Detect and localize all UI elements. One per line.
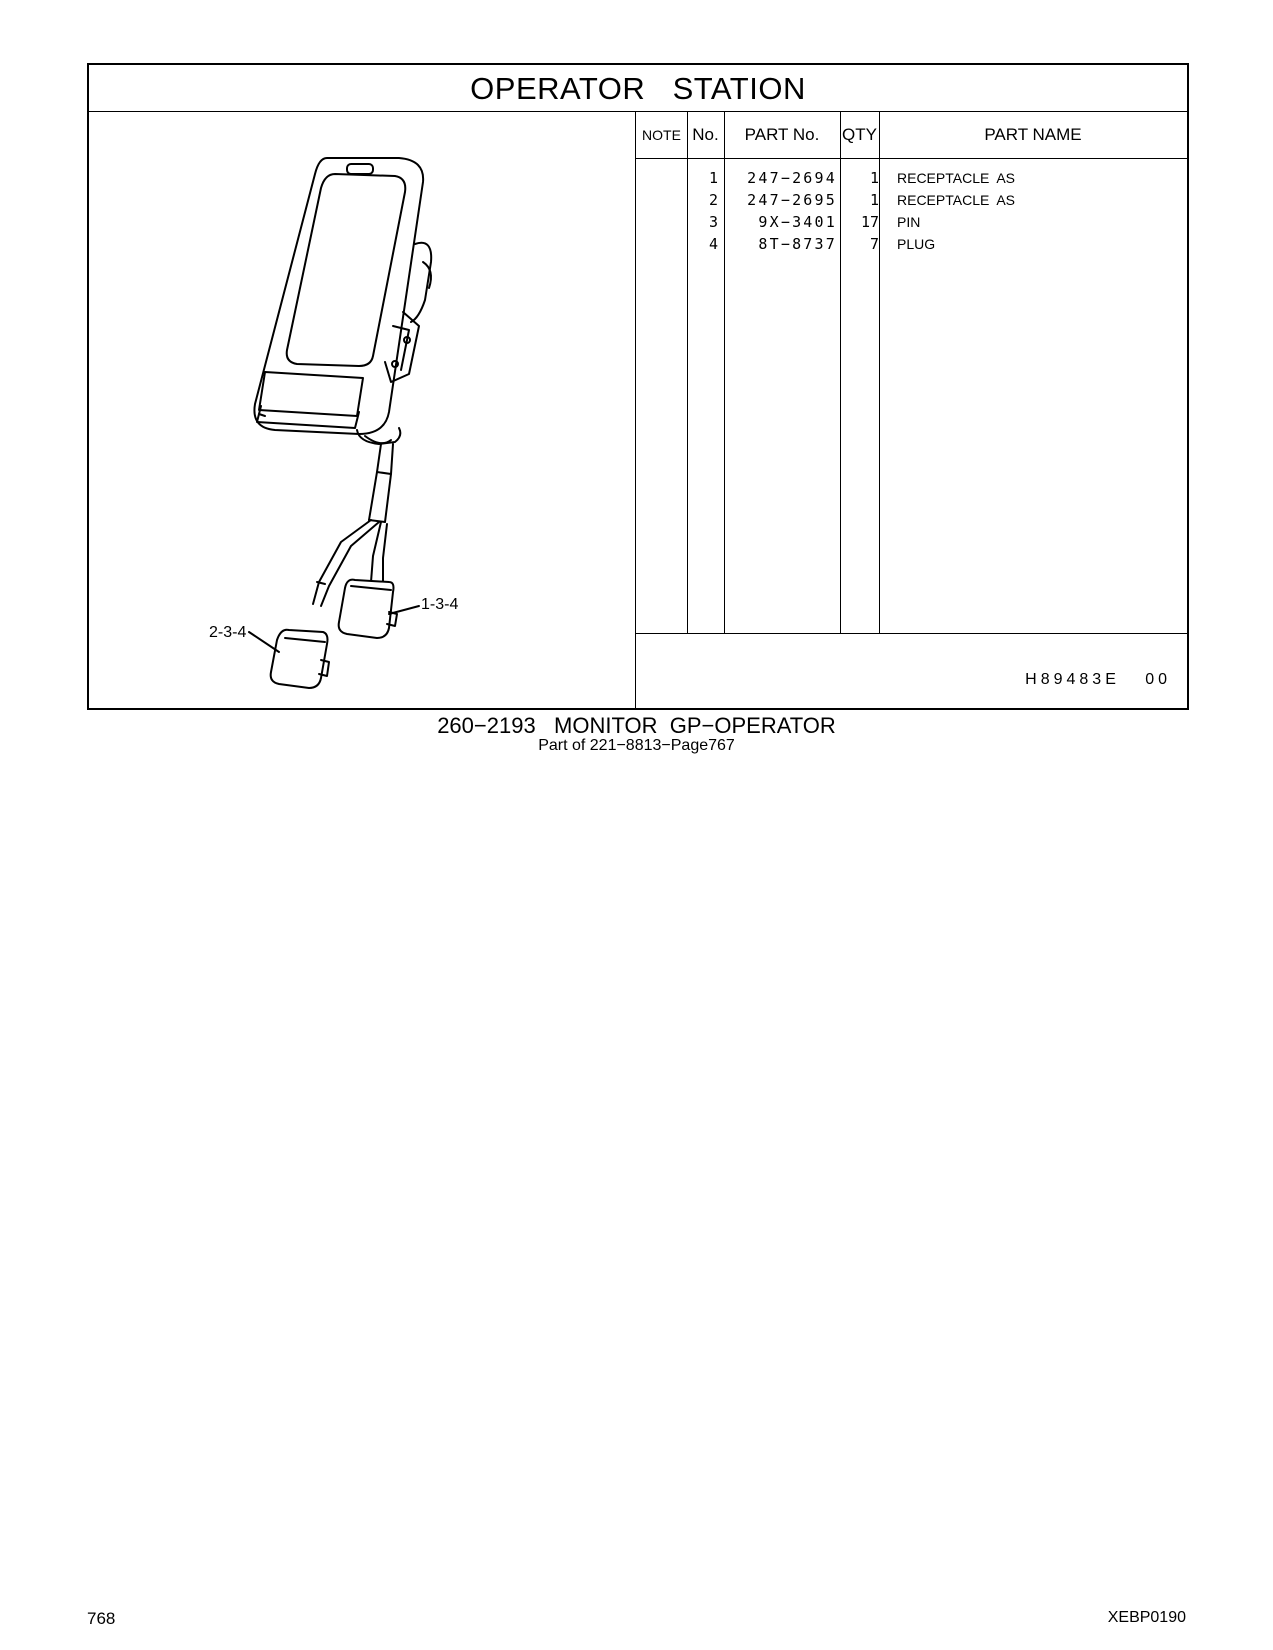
column-header-no: No. [692, 125, 719, 144]
item-number: 4 [708, 235, 718, 253]
table-body-bottom-border [636, 633, 1187, 634]
part-name: RECEPTACLE AS [897, 192, 1016, 208]
quantity: 17 [860, 213, 879, 231]
item-number: 1 [708, 169, 718, 187]
quantity: 7 [869, 235, 879, 253]
callout-left-connector: 2-3-4 [209, 624, 247, 641]
drawing-code: H89483E 00 [1025, 671, 1171, 688]
group-reference: Part of 221−8813−Page767 [538, 737, 735, 754]
column-header-qty: QTY [842, 125, 877, 144]
part-number: 247−2694 [747, 169, 837, 187]
part-name: PLUG [897, 236, 936, 252]
part-number: 9X−3401 [758, 213, 837, 231]
column-header-part-no: PART No. [744, 125, 820, 144]
parts-frame [87, 63, 1189, 710]
part-number: 247−2695 [747, 191, 837, 209]
document-id: XEBP0190 [1107, 1609, 1186, 1626]
table-row [636, 167, 1187, 190]
group-title: 260−2193 MONITOR GP−OPERATOR [437, 713, 836, 738]
column-header-part-name: PART NAME [984, 125, 1082, 144]
item-number: 3 [708, 213, 718, 231]
item-number: 2 [708, 191, 718, 209]
table-row [636, 189, 1187, 212]
monitor-drawing [89, 112, 634, 708]
page-number: 768 [87, 1609, 116, 1628]
table-header [636, 112, 1187, 159]
part-name: PIN [897, 214, 921, 230]
quantity: 1 [869, 169, 879, 187]
part-number: 8T−8737 [758, 235, 837, 253]
callout-right-connector: 1-3-4 [421, 596, 459, 613]
column-header-note: NOTE [642, 127, 681, 143]
quantity: 1 [869, 191, 879, 209]
table-row [636, 233, 1187, 256]
parts-illustration [89, 112, 636, 708]
table-row [636, 211, 1187, 234]
part-name: RECEPTACLE AS [897, 170, 1016, 186]
parts-table [636, 112, 1187, 708]
section-title: OPERATOR STATION [89, 65, 1187, 112]
